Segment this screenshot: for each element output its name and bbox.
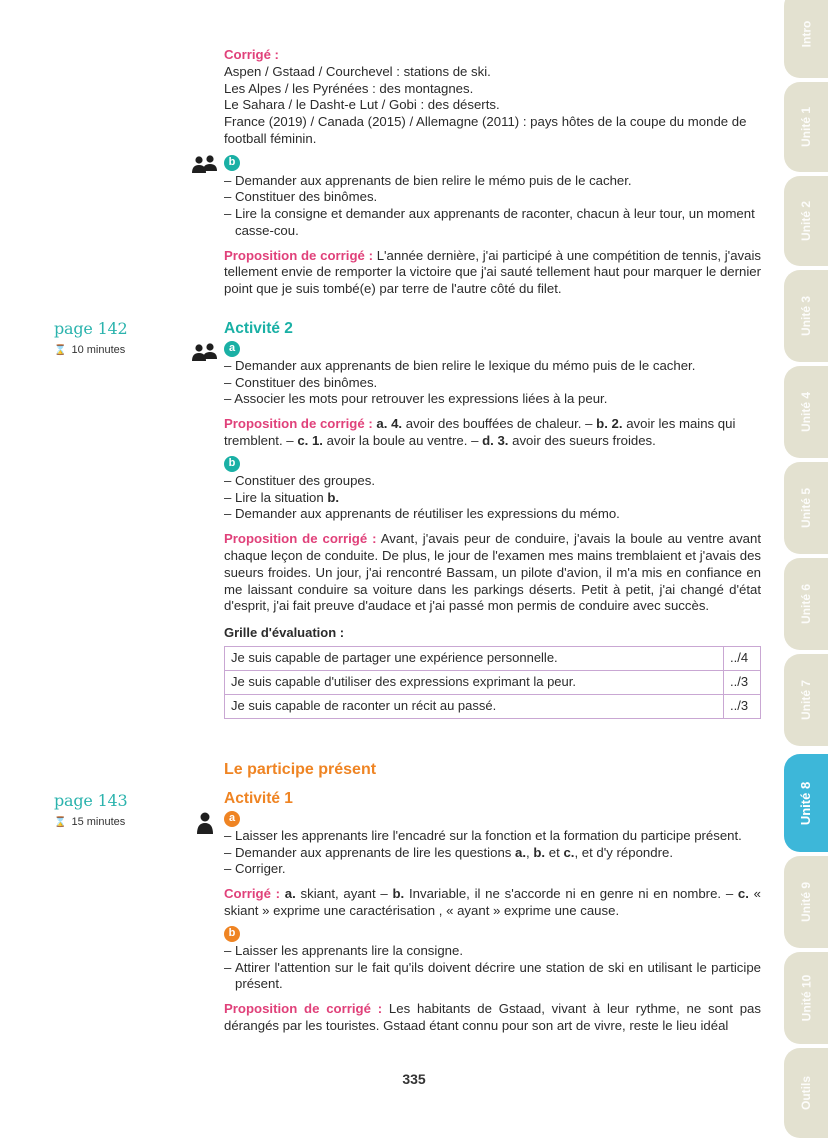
step: – Constituer des groupes. [224,473,761,490]
score-cell: ../3 [724,694,761,718]
proposal-paragraph [224,531,761,615]
part-b-block [224,153,761,298]
answer-key: c. 1. [297,432,323,448]
duration-text: 10 minutes [71,344,126,356]
step: – Constituer des binômes. [224,189,761,206]
step: – Attirer l'attention sur le fait qu'ils doivent décrire une station de ski en utilisant le participe présent. [224,960,761,994]
activity1-meta [54,791,184,828]
tab-label: Outils [798,1075,813,1111]
tab-unite-9[interactable] [784,856,828,948]
answer-text: avoir les mains qui tremblent. – [224,416,736,448]
badge-a: a [224,341,240,357]
answer-text: avoir des bouffées de chaleur. – [402,416,597,432]
table-row [225,694,761,718]
tab-label: Intro [798,20,813,48]
proposal-text: Avant, j'avais peur de conduire, j'avais la boule au ventre avant chaque leçon de conduite. De plus, le jour de l'examen mes mains tremblaient et j'avais des sueurs froides. Un jour, j'ai rencontré Bassam, un pilote d'avion, il m'a mis en confiance en me laissant conduire sa voiture dans les parkings déserts. Petit à petit, j'ai changé d'état d'esprit, j'ai fait preuve d'audace et j'ai passé mon permis de conduire avec succès. [224,531,761,614]
corrige-text: « skiant » exprime une caractérisation , « ayant » exprime une cause. [224,886,761,918]
proposal-paragraph [224,248,761,298]
proposal-label: Proposition de corrigé : [224,247,373,263]
step-bold: a. [515,844,527,860]
activity-title: Activité 1 [224,790,293,807]
tab-label: Unité 5 [798,487,813,529]
tab-label: Unité 4 [798,391,813,433]
tab-unite-7[interactable] [784,654,828,746]
criterion-cell: Je suis capable de partager une expérience personnelle. [225,646,724,670]
proposal-text: L'année dernière, j'ai participé à une compétition de tennis, j'avais tellement envie de remporter la victoire que j'ai sauté tellement haut pour marquer le dernier point que je suis tombé(e) par terre de l'autre côté du filet. [224,247,761,297]
page-ref: page 142 [54,319,128,338]
badge-b: b [224,456,240,472]
duration [54,344,184,356]
top-corrige-block [224,47,761,148]
criterion-cell: Je suis capable de raconter un récit au passé. [225,694,724,718]
grid-title: Grille d'évaluation : [224,625,345,641]
corrige-key: a. [284,886,296,902]
tab-label: Unité 3 [798,295,813,337]
tab-unite-2[interactable] [784,176,828,266]
steps-list [224,358,761,408]
corrige-line: Le Sahara / le Dasht-e Lut / Gobi : des déserts. [224,97,500,113]
proposal-label: Proposition de corrigé : [224,1001,383,1017]
tab-label: Unité 10 [799,974,813,1022]
corrige-text: skiant, ayant – [295,886,393,902]
step-bold: c. [563,844,575,860]
score-cell: ../3 [724,670,761,694]
step-text: et [545,844,564,860]
activity-title: Activité 2 [224,320,293,337]
answer-key: d. 3. [482,432,509,448]
answer-key: b. 2. [596,416,623,432]
hourglass-icon: ⌛ [54,344,67,356]
corrige-key: b. [392,886,405,902]
tab-unite-4[interactable] [784,366,828,458]
badge-b: b [224,155,240,171]
answer-text: avoir des sueurs froides. [508,432,656,448]
page-number [0,1071,828,1087]
corrige-paragraph [224,886,761,920]
step-text: Demander aux apprenants de lire les questions [235,844,516,860]
corrige-line: France (2019) / Canada (2015) / Allemagne (2011) : pays hôtes de la coupe du monde de football féminin. [224,114,747,146]
table-row [225,670,761,694]
tab-unite-10[interactable] [784,952,828,1044]
unit-tabs [784,0,828,1123]
tab-label: Unité 2 [798,200,813,242]
step: – Demander aux apprenants de réutiliser les expressions du mémo. [224,506,761,523]
corrige-key: c. [737,886,749,902]
step: – Associer les mots pour retrouver les expressions liées à la peur. [224,391,761,408]
tab-unite-8[interactable] [784,754,828,852]
tab-intro[interactable] [784,0,828,78]
step-text: Lire la situation [235,489,328,505]
steps-list [224,473,761,523]
step: – Corriger. [224,861,761,878]
tab-unite-6[interactable] [784,558,828,650]
proposal-paragraph [224,416,761,450]
score-cell: ../4 [724,646,761,670]
step: – Laisser les apprenants lire la consigne. [224,943,761,960]
tab-unite-5[interactable] [784,462,828,554]
badge-a: a [224,811,240,827]
step [224,490,761,507]
step: – Constituer des binômes. [224,375,761,392]
activity1-block [224,791,761,1035]
step-text: , et d'y répondre. [574,844,673,860]
steps-list [224,943,761,993]
step-bold: b. [533,844,546,860]
proposal-paragraph [224,1001,761,1035]
step-bold: b. [327,489,340,505]
evaluation-grid [224,646,761,719]
corrige-label: Corrigé : [224,886,281,902]
tab-outils[interactable] [784,1048,828,1138]
pair-icon [192,343,218,363]
section-title: Le participe présent [224,761,377,778]
tab-label: Unité 6 [798,583,813,625]
activity2-meta [54,319,184,356]
badge-b: b [224,926,240,942]
page-number-text: 335 [402,1071,426,1087]
page-ref: page 143 [54,791,128,810]
tab-label: Unité 7 [798,679,813,721]
step-text: , [526,844,534,860]
step: – Lire la consigne et demander aux apprenants de raconter, chacun à leur tour, un moment casse-cou. [224,206,761,240]
corrige-line: Aspen / Gstaad / Courchevel : stations de ski. [224,63,491,79]
step [224,845,761,862]
table-row [225,646,761,670]
tab-label: Unité 9 [798,881,813,923]
activity2-block [224,321,761,719]
tab-unite-1[interactable] [784,82,828,172]
proposal-label: Proposition de corrigé : [224,416,373,432]
pair-icon [192,155,218,175]
corrige-line: Les Alpes / les Pyrénées : des montagnes. [224,80,474,96]
tab-label: Unité 1 [798,106,813,148]
single-person-icon [197,812,213,834]
answer-text: avoir la boule au ventre. – [322,432,483,448]
corrige-label: Corrigé : [224,47,279,62]
step: – Demander aux apprenants de bien relire le mémo puis de le cacher. [224,173,761,190]
proposal-label: Proposition de corrigé : [224,531,377,547]
step: – Laisser les apprenants lire l'encadré sur la fonction et la formation du participe présent. [224,828,761,845]
tab-label: Unité 8 [798,781,814,825]
criterion-cell: Je suis capable d'utiliser des expressions exprimant la peur. [225,670,724,694]
steps-list [224,173,761,240]
proposal-text: Les habitants de Gstaad, vivant à leur rythme, ne sont pas dérangés par les touristes. Gstaad étant connu pour son art de vivre, reste le lieu idéal [224,1001,761,1033]
duration [54,816,184,828]
answer-key: a. 4. [376,416,403,432]
hourglass-icon: ⌛ [54,816,67,828]
steps-list [224,828,761,878]
step: – Demander aux apprenants de bien relire le lexique du mémo puis de le cacher. [224,358,761,375]
corrige-text: Invariable, il ne s'accorde ni en genre ni en nombre. – [404,886,738,902]
duration-text: 15 minutes [71,816,126,828]
tab-unite-3[interactable] [784,270,828,362]
